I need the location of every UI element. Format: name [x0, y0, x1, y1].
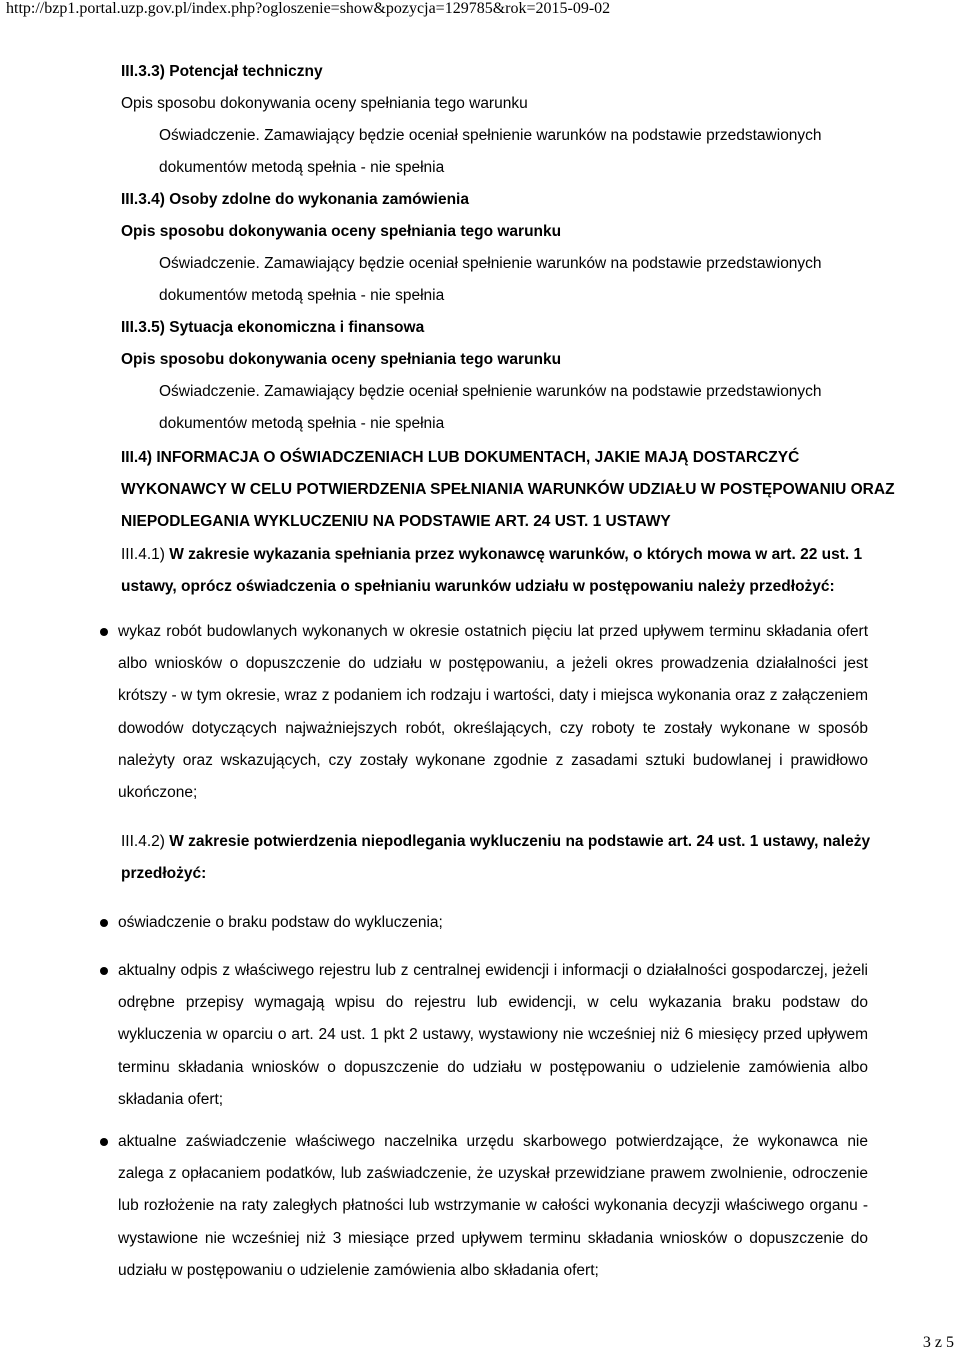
section-text-3-4-line2: dokumentów metodą spełnia - nie spełnia	[159, 287, 445, 304]
subsection-4-2-prefix: III.4.2)	[121, 833, 165, 850]
info-heading-line3: NIEPODLEGANIA WYKLUCZENIU NA PODSTAWIE ART. 24 UST. 1 USTAWY	[121, 513, 671, 530]
bullet-icon	[100, 919, 108, 927]
list-item: wykaz robót budowlanych wykonanych w okresie ostatnich pięciu lat przed upływem terminu składania ofert albo wniosków o dopuszczenie do udziału w postępowaniu, a jeżeli okres prowadzenia działalności jest krótszy - w tym okresie, wraz z podaniem ich rodzaju i wartości, daty i miejsca wykonania oraz z załączeniem dowodów dotyczących najważniejszych robót, określających, czy roboty te zostały wykonane w sposób należyty oraz wskazujących, czy zostały wykonane zgodnie z zasadami sztuki budowlanej i prawidłowo ukończone;	[118, 623, 868, 802]
section-text-3-5-line2: dokumentów metodą spełnia - nie spełnia	[159, 415, 445, 432]
subsection-4-1-heading-line2: ustawy, oprócz oświadczenia o spełnianiu warunków udziału w postępowaniu należy przedłożyć:	[121, 578, 835, 595]
bullet-icon	[100, 1138, 108, 1146]
subsection-4-1-heading-line1	[121, 545, 862, 565]
section-subheading-3-4: Opis sposobu dokonywania oceny spełniania tego warunku	[121, 223, 562, 240]
subsection-4-2-heading-line1	[121, 832, 870, 852]
info-heading-line1: III.4) INFORMACJA O OŚWIADCZENIACH LUB DOKUMENTACH, JAKIE MAJĄ DOSTARCZYĆ	[121, 449, 800, 466]
bullet-icon	[100, 967, 108, 975]
list-item: aktualny odpis z właściwego rejestru lub z centralnej ewidencji i informacji o działalności gospodarczej, jeżeli odrębne przepisy wymagają wpisu do rejestru lub ewidencji, w celu wykazania braku podstaw do wykluczenia w oparciu o art. 24 ust. 1 pkt 2 ustawy, wystawiony nie wcześniej niż 6 miesięcy przed upływem terminu składania wniosków o dopuszczenie do udziału w postępowaniu o udzielenie zamówienia albo składania ofert;	[118, 962, 868, 1108]
subsection-4-2-heading-line2: przedłożyć:	[121, 865, 207, 882]
section-subheading-3-5: Opis sposobu dokonywania oceny spełniania tego warunku	[121, 351, 562, 368]
page-number: 3 z 5	[922, 1334, 954, 1351]
subsection-4-2-title: W zakresie potwierdzenia niepodlegania wykluczeniu na podstawie art. 24 ust. 1 ustawy, należy	[164, 833, 871, 850]
info-heading-line2: WYKONAWCY W CELU POTWIERDZENIA SPEŁNIANIA WARUNKÓW UDZIAŁU W POSTĘPOWANIU ORAZ	[121, 481, 895, 498]
list-item: aktualne zaświadczenie właściwego naczelnika urzędu skarbowego potwierdzające, że wykonawca nie zalega z opłacaniem podatków, lub zaświadczenie, że uzyskał przewidziane prawem zwolnienie, odroczenie lub rozłożenie na raty zaległych płatności lub wstrzymanie w całości wykonania decyzji właściwego organu - wystawione nie wcześniej niż 3 miesiące przed upływem terminu składania wniosków o dopuszczenie do udziału w postępowaniu o udzielenie zamówienia albo składania ofert;	[118, 1133, 868, 1279]
section-text-3-3-line2: dokumentów metodą spełnia - nie spełnia	[159, 159, 445, 176]
section-heading-3-5: III.3.5) Sytuacja ekonomiczna i finansowa	[121, 319, 425, 336]
bullet-icon	[100, 628, 108, 636]
section-text-3-3-line1: Oświadczenie. Zamawiający będzie oceniał spełnienie warunków na podstawie przedstawionych	[159, 127, 822, 144]
list-item: oświadczenie o braku podstaw do wykluczenia;	[118, 914, 443, 931]
page-url: http://bzp1.portal.uzp.gov.pl/index.php?ogloszenie=show&pozycja=129785&rok=2015-09-02	[6, 0, 611, 17]
section-text-3-5-line1: Oświadczenie. Zamawiający będzie oceniał spełnienie warunków na podstawie przedstawionych	[159, 383, 822, 400]
section-heading-3-4: III.3.4) Osoby zdolne do wykonania zamówienia	[121, 191, 469, 208]
subsection-4-1-prefix: III.4.1)	[121, 546, 165, 563]
section-heading-3-3: III.3.3) Potencjał techniczny	[121, 63, 323, 80]
subsection-4-1-title: W zakresie wykazania spełniania przez wykonawcę warunków, o których mowa w art. 22 ust. 1	[164, 546, 863, 563]
section-text-3-4-line1: Oświadczenie. Zamawiający będzie oceniał spełnienie warunków na podstawie przedstawionych	[159, 255, 822, 272]
section-subheading-3-3: Opis sposobu dokonywania oceny spełniania tego warunku	[121, 95, 528, 112]
